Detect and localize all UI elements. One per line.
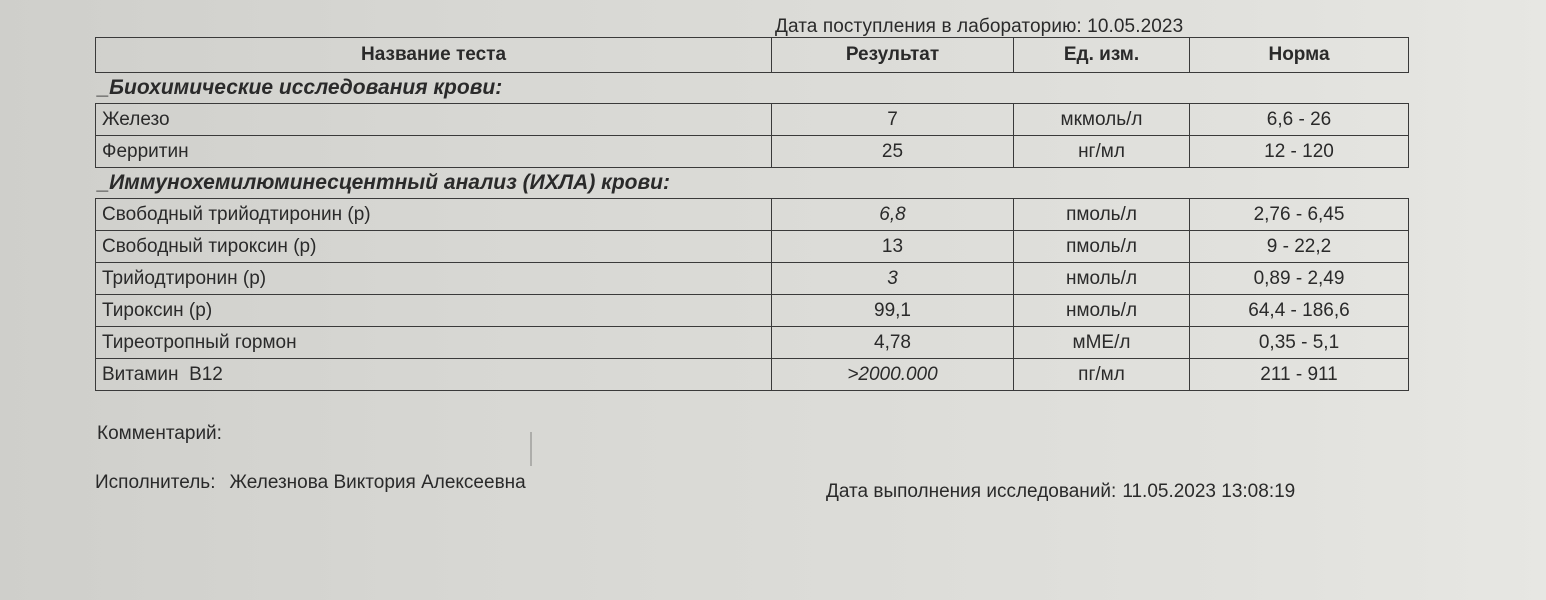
table-row <box>96 199 1409 231</box>
executor-label: Исполнитель: <box>95 472 216 493</box>
test-result-out-of-range: 6,8 <box>772 199 1014 231</box>
executor-line <box>95 472 526 494</box>
completion-date-line <box>826 481 1295 503</box>
table-row <box>96 136 1409 168</box>
test-unit: нмоль/л <box>1014 295 1190 327</box>
test-name: Тиреотропный гормон <box>96 327 772 359</box>
test-name: Свободный трийодтиронин (р) <box>96 199 772 231</box>
section-title-row <box>96 168 1409 199</box>
header-unit: Ед. изм. <box>1014 38 1190 73</box>
test-norm: 6,6 - 26 <box>1190 104 1409 136</box>
test-norm: 0,35 - 5,1 <box>1190 327 1409 359</box>
table-row <box>96 359 1409 391</box>
section-title-row <box>96 73 1409 104</box>
test-result: 25 <box>772 136 1014 168</box>
comment-label: Комментарий: <box>97 423 222 444</box>
test-unit: нмоль/л <box>1014 263 1190 295</box>
completion-date-label: Дата выполнения исследований: <box>826 481 1117 502</box>
executor-name: Железнова Виктория Алексеевна <box>229 472 526 493</box>
section-title-biochemistry: _Биохимические исследования крови: <box>96 73 1409 104</box>
table-header-row <box>96 38 1409 73</box>
test-name: Ферритин <box>96 136 772 168</box>
test-name: Свободный тироксин (р) <box>96 231 772 263</box>
completion-date-value: 11.05.2023 13:08:19 <box>1122 481 1296 502</box>
test-name: Железо <box>96 104 772 136</box>
test-unit: пмоль/л <box>1014 231 1190 263</box>
test-result: 7 <box>772 104 1014 136</box>
test-unit: пмоль/л <box>1014 199 1190 231</box>
results-table <box>95 37 1409 391</box>
pen-mark <box>530 432 542 466</box>
test-result-out-of-range: 3 <box>772 263 1014 295</box>
test-norm: 12 - 120 <box>1190 136 1409 168</box>
test-norm: 211 - 911 <box>1190 359 1409 391</box>
test-result: 99,1 <box>772 295 1014 327</box>
test-result-out-of-range: >2000.000 <box>772 359 1014 391</box>
test-norm: 0,89 - 2,49 <box>1190 263 1409 295</box>
test-unit: мкмоль/л <box>1014 104 1190 136</box>
test-name: Витамин В12 <box>96 359 772 391</box>
test-result: 4,78 <box>772 327 1014 359</box>
table-row <box>96 295 1409 327</box>
table-row <box>96 263 1409 295</box>
test-unit: нг/мл <box>1014 136 1190 168</box>
header-norm: Норма <box>1190 38 1409 73</box>
test-unit: пг/мл <box>1014 359 1190 391</box>
section-title-immunoassay: _Иммунохемилюминесцентный анализ (ИХЛА) крови: <box>96 168 1409 199</box>
test-name: Трийодтиронин (р) <box>96 263 772 295</box>
test-result: 13 <box>772 231 1014 263</box>
test-norm: 2,76 - 6,45 <box>1190 199 1409 231</box>
header-test-name: Название теста <box>96 38 772 73</box>
lab-received-date: Дата поступления в лабораторию: 10.05.2023 <box>775 16 1184 37</box>
test-norm: 64,4 - 186,6 <box>1190 295 1409 327</box>
test-name: Тироксин (р) <box>96 295 772 327</box>
table-row <box>96 327 1409 359</box>
test-norm: 9 - 22,2 <box>1190 231 1409 263</box>
table-row <box>96 104 1409 136</box>
header-result: Результат <box>772 38 1014 73</box>
test-unit: мМЕ/л <box>1014 327 1190 359</box>
table-row <box>96 231 1409 263</box>
